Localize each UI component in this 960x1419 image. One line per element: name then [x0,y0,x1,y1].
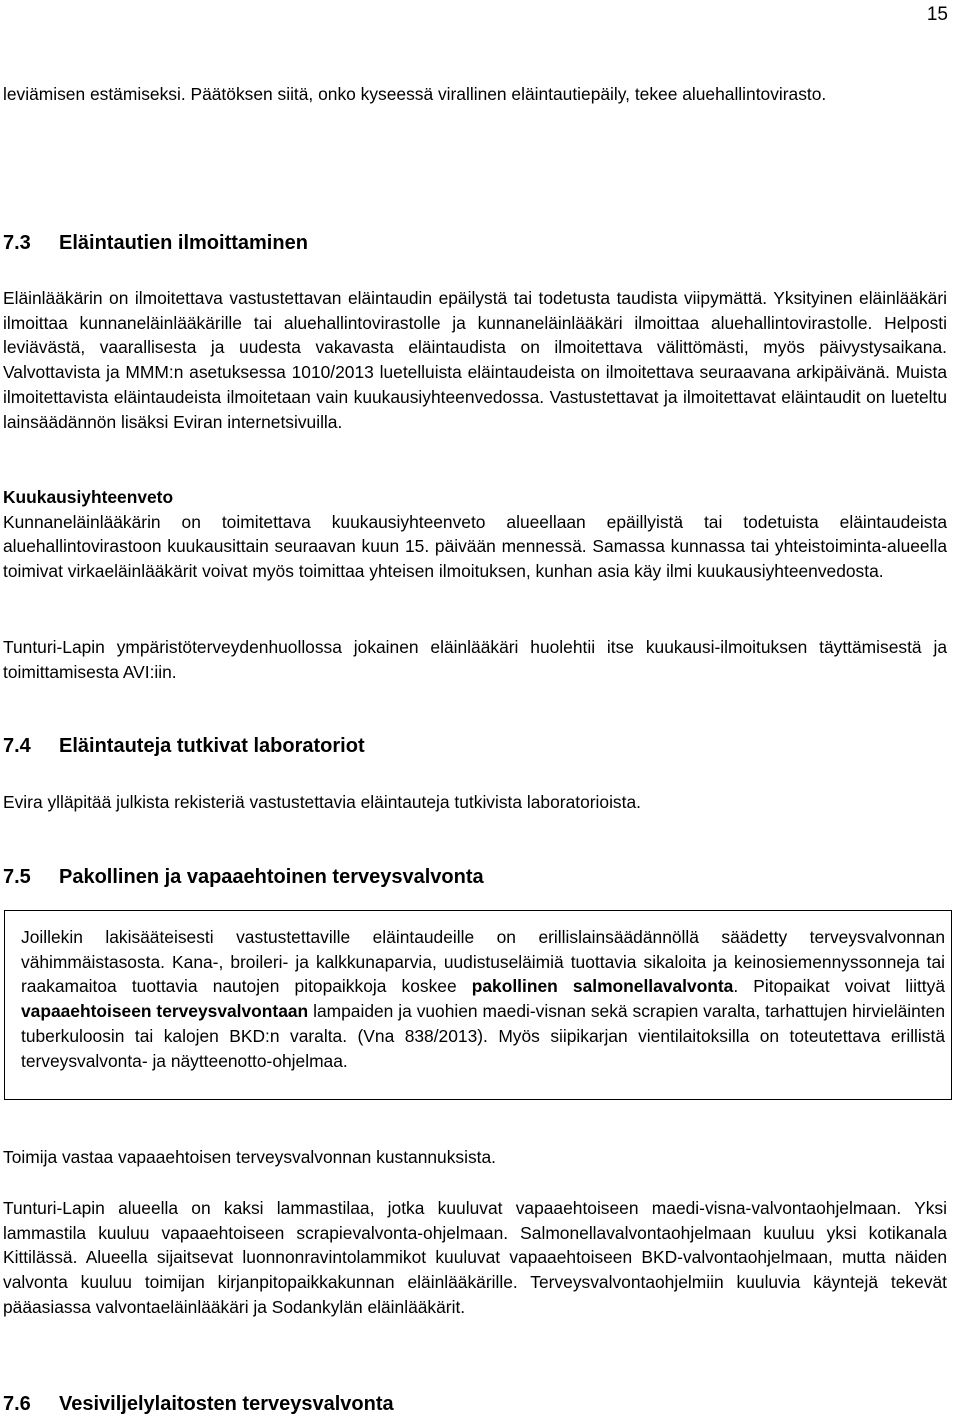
section-title: Eläintautien ilmoittaminen [59,232,308,254]
paragraph-monthly-summary [3,485,947,584]
paragraph-reporting-duty: Eläinlääkärin on ilmoitettava vastustettavan eläintaudin epäilystä tai todetusta taudista viipymättä. Yksityinen eläinlääkäri ilmoittaa kunnaneläinlääkärille tai aluehallintovirastolle ja kunnaneläinlääkäri ilmoittaa aluehallintovirastolle. Helposti leviävästä, vaarallisesta ja uudesta vakavasta eläintaudista on ilmoitettava välittömästi, myös päivystysaikana. Valvottavista ja MMM:n asetuksessa 1010/2013 luetelluista eläintaudeista on ilmoitettava seuraavana arkipäivänä. Muista ilmoitettavista eläintaudeista ilmoitetaan vain kuukausiyhteenvedossa. Vastustettavat ja ilmoitettavat eläintaudit on lueteltu lainsäädännön lisäksi Eviran internetsivuilla. [3,288,947,432]
page-number: 15 [926,4,948,25]
paragraph-operator-costs: Toimija vastaa vapaaehtoisen terveysvalvonnan kustannuksista. [3,1147,497,1167]
paragraph-tunturi-lapin-reporting: Tunturi-Lapin ympäristöterveydenhuollossa jokainen eläinlääkäri huolehtii itse kuukausi-ilmoituksen täyttämisestä ja toimittamisesta AVI:iin. [3,637,947,682]
box-text-2: . Pitopaikat voivat liittyä [733,976,945,997]
section-heading-7-6 [3,1391,394,1417]
section-heading-7-4 [3,733,365,759]
monthly-summary-text: Kunnaneläinlääkärin on toimitettava kuukausiyhteenveto alueellaan epäillyistä tai todetuista eläintaudeista aluehallintovirastoon kuukausittain seuraavan kuun 15. päivään mennessä. Samassa kunnassa tai yhteistoiminta-alueella toimivat virkaeläinlääkärit voivat myös toimittaa yhteisen ilmoituksen, kunhan asia käy ilmi kuukausiyhteenvedosta. [3,511,947,582]
health-monitoring-box [4,910,952,1100]
box-text-3: lampaiden ja vuohien maedi-visnan sekä scrapien varalta, tarhattujen hirvieläinten tuberkuloosin tai kalojen BKD:n varalta. (Vna 838/2013). Myös siipikarjan vientilaitoksilla on toteutettava erillistä terveysvalvonta- ja näytteenotto-ohjelmaa. [21,1001,945,1071]
section-title: Pakollinen ja vapaaehtoinen terveysvalvonta [59,866,484,888]
box-bold-voluntary: vapaaehtoiseen terveysvalvontaan [21,1001,309,1022]
section-title: Eläintauteja tutkivat laboratoriot [59,735,365,757]
paragraph-tunturi-lapin-farms: Tunturi-Lapin alueella on kaksi lammastilaa, jotka kuuluvat vapaaehtoiseen maedi-visna-valvontaohjelmaan. Yksi lammastila kuuluu vapaaehtoiseen scrapievalvonta-ohjelmaan. Salmonellavalvontaohjelmaan kuuluu yksi kotikanala Kittilässä. Alueella sijaitsevat luonnonravintolammikot kuuluvat vapaaehtoiseen BKD-valvontaohjelmaan, mutta näiden valvonta kuuluu toimijan kirjanpitopaikkakunnan eläinlääkärille. Terveysvalvontaohjelmiin kuuluvia käyntejä tekevät pääasiassa valvontaeläinlääkäri ja Sodankylän eläinlääkärit. [3,1198,947,1317]
subheading-kuukausiyhteenveto: Kuukausiyhteenveto [3,487,174,507]
section-heading-7-5 [3,864,484,890]
box-bold-salmonella: pakollinen salmonellavalvonta [471,976,734,997]
box-paragraph [21,925,945,1073]
section-number: 7.6 [3,1393,31,1415]
section-heading-7-3 [3,230,308,256]
section-number: 7.4 [3,735,31,757]
paragraph-disease-suspicion: leviämisen estämiseksi. Päätöksen siitä, onko kyseessä virallinen eläintautiepäily, tekee aluehallintovirasto. [3,84,827,104]
paragraph-laboratories: Evira ylläpitää julkista rekisteriä vastustettavia eläintauteja tutkivista laboratorioista. [3,792,641,812]
section-number: 7.5 [3,866,31,888]
section-title: Vesiviljelylaitosten terveysvalvonta [59,1393,394,1415]
section-number: 7.3 [3,232,31,254]
box-text-1: Joillekin lakisääteisesti vastustettaville eläintaudeille on erillislainsäädännöllä säädetty terveysvalvonnan vähimmäistasosta. Kana-, broileri- ja kalkkunaparvia, uudistuseläimiä tuottavia sikaloita ja keinosiemennyssonneja tai raakamaitoa tuottavia nautojen pitopaikkoja koskee [21,927,945,997]
